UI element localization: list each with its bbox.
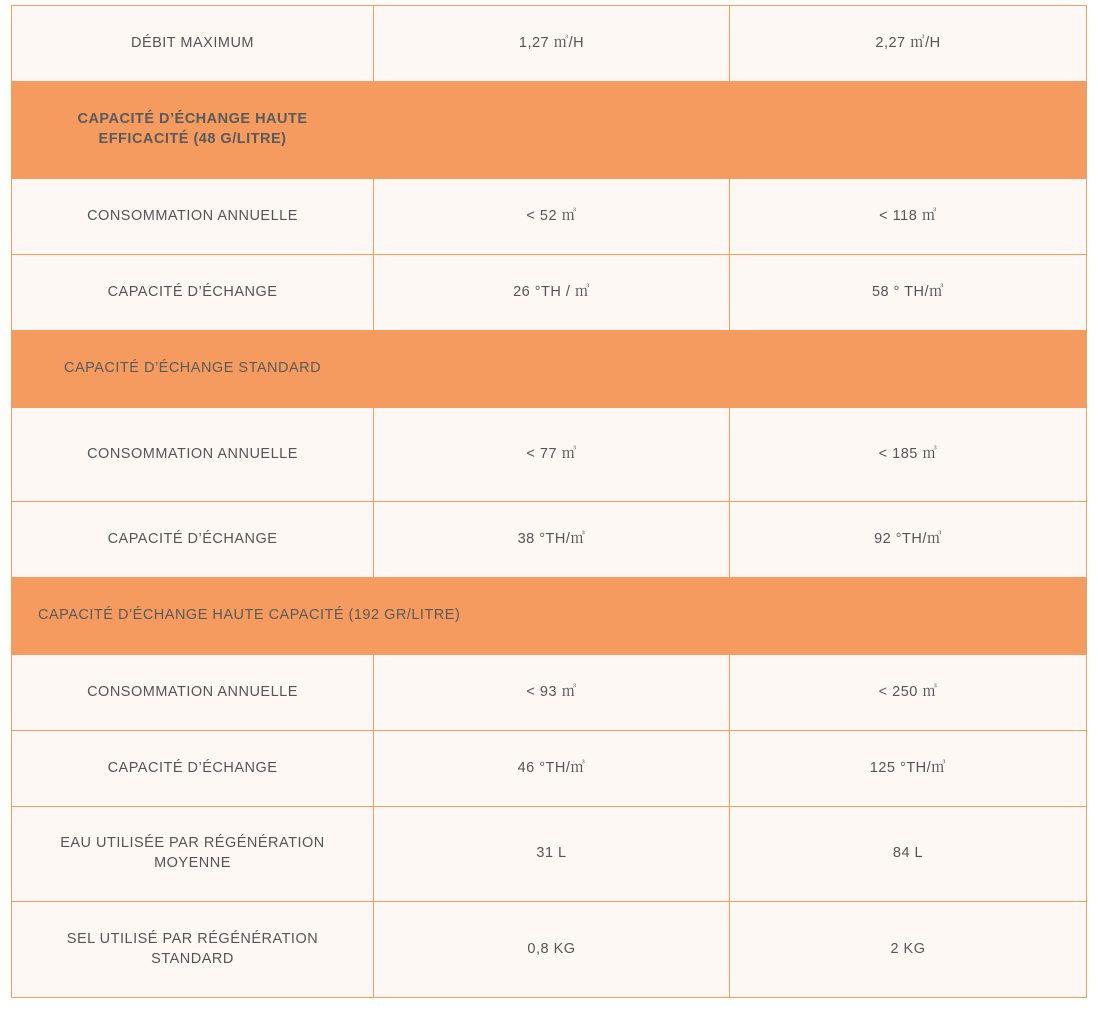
row-label: DÉBIT MAXIMUM [12, 6, 374, 82]
section-spacer [730, 82, 1087, 179]
table-row [12, 807, 1087, 902]
section-title: CAPACITÉ D’ÉCHANGE STANDARD [12, 331, 730, 408]
section-title: CAPACITÉ D’ÉCHANGE HAUTE EFFICACITÉ (48 G/LITRE) [12, 82, 374, 179]
row-label: EAU UTILISÉE PAR RÉGÉNÉRATION MOYENNE [12, 807, 374, 902]
value-col-2: 2,27 ㎥/H [730, 6, 1087, 82]
row-label: SEL UTILISÉ PAR RÉGÉNÉRATION STANDARD [12, 902, 374, 998]
table-row [12, 731, 1087, 807]
table-row [12, 408, 1087, 502]
value-col-1: 0,8 KG [374, 902, 730, 998]
value-col-1: < 77 ㎥ [374, 408, 730, 502]
value-col-2: 92 °TH/㎥ [730, 502, 1087, 578]
value-col-2: 125 °TH/㎥ [730, 731, 1087, 807]
table-row [12, 902, 1087, 998]
row-label: CONSOMMATION ANNUELLE [12, 655, 374, 731]
section-header [12, 82, 1087, 179]
table-row [12, 655, 1087, 731]
table-row [12, 255, 1087, 331]
section-title: CAPACITÉ D’ÉCHANGE HAUTE CAPACITÉ (192 GR/LITRE) [12, 578, 1087, 655]
value-col-1: 31 L [374, 807, 730, 902]
value-col-2: 58 ° TH/㎥ [730, 255, 1087, 331]
row-label: CAPACITÉ D’ÉCHANGE [12, 502, 374, 578]
section-header [12, 578, 1087, 655]
value-col-1: 1,27 ㎥/H [374, 6, 730, 82]
table-row [12, 502, 1087, 578]
table-row [12, 179, 1087, 255]
value-col-2: < 185 ㎥ [730, 408, 1087, 502]
value-col-1: 26 °TH / ㎥ [374, 255, 730, 331]
value-col-2: < 118 ㎥ [730, 179, 1087, 255]
row-label: CONSOMMATION ANNUELLE [12, 408, 374, 502]
value-col-2: 2 KG [730, 902, 1087, 998]
table-row [12, 6, 1087, 82]
value-col-2: 84 L [730, 807, 1087, 902]
section-spacer [730, 331, 1087, 408]
value-col-2: < 250 ㎥ [730, 655, 1087, 731]
section-header [12, 331, 1087, 408]
section-spacer [374, 82, 730, 179]
row-label: CONSOMMATION ANNUELLE [12, 179, 374, 255]
value-col-1: 46 °TH/㎥ [374, 731, 730, 807]
value-col-1: 38 °TH/㎥ [374, 502, 730, 578]
row-label: CAPACITÉ D’ÉCHANGE [12, 255, 374, 331]
row-label: CAPACITÉ D’ÉCHANGE [12, 731, 374, 807]
value-col-1: < 93 ㎥ [374, 655, 730, 731]
value-col-1: < 52 ㎥ [374, 179, 730, 255]
spec-table [11, 5, 1087, 998]
